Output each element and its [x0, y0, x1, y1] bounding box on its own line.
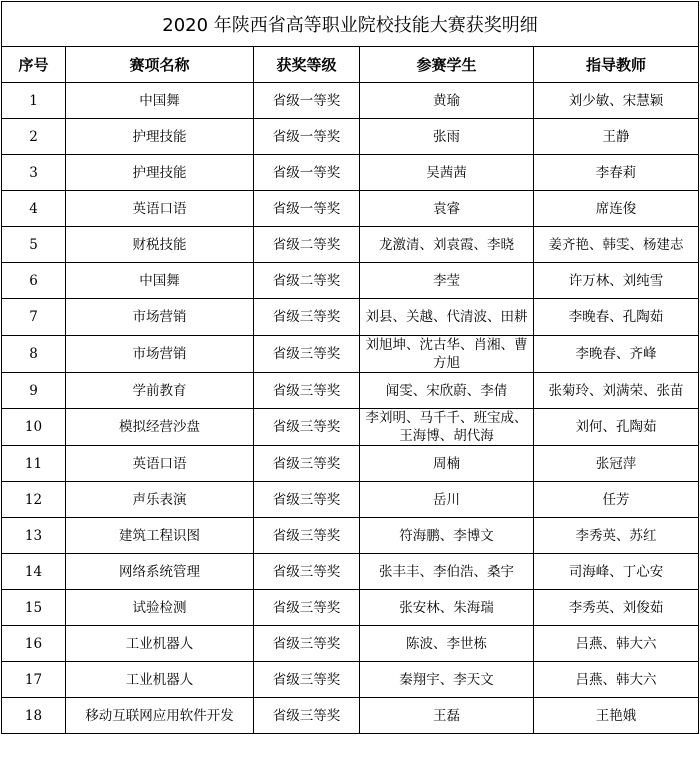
table-row	[2, 83, 699, 119]
header-index: 序号	[2, 47, 66, 83]
teachers: 张菊玲、刘满荣、张苗	[534, 373, 699, 409]
event-name: 市场营销	[66, 336, 254, 373]
row-index: 4	[2, 191, 66, 227]
teachers: 吕燕、韩大六	[534, 662, 699, 698]
row-index: 10	[2, 409, 66, 446]
award-level: 省级三等奖	[254, 446, 360, 482]
award-level: 省级二等奖	[254, 263, 360, 299]
students: 刘旭坤、沈古华、肖湘、曹方旭	[360, 336, 534, 373]
award-level: 省级三等奖	[254, 336, 360, 373]
students: 黄瑜	[360, 83, 534, 119]
teachers: 席连俊	[534, 191, 699, 227]
award-level: 省级三等奖	[254, 554, 360, 590]
row-index: 2	[2, 119, 66, 155]
row-index: 11	[2, 446, 66, 482]
event-name: 英语口语	[66, 446, 254, 482]
award-level: 省级一等奖	[254, 191, 360, 227]
event-name: 试验检测	[66, 590, 254, 626]
header-row	[2, 47, 699, 83]
students: 龙激清、刘袁霞、李晓	[360, 227, 534, 263]
teachers: 李晚春、孔陶茹	[534, 299, 699, 336]
teachers: 任芳	[534, 482, 699, 518]
students: 张丰丰、李伯浩、桑宇	[360, 554, 534, 590]
row-index: 5	[2, 227, 66, 263]
awards-table	[1, 1, 699, 734]
row-index: 12	[2, 482, 66, 518]
row-index: 16	[2, 626, 66, 662]
event-name: 财税技能	[66, 227, 254, 263]
event-name: 中国舞	[66, 83, 254, 119]
table-row	[2, 482, 699, 518]
header-teachers: 指导教师	[534, 47, 699, 83]
students: 闻雯、宋欣蔚、李倩	[360, 373, 534, 409]
event-name: 护理技能	[66, 119, 254, 155]
row-index: 9	[2, 373, 66, 409]
students: 李莹	[360, 263, 534, 299]
table-row	[2, 227, 699, 263]
award-level: 省级三等奖	[254, 409, 360, 446]
students: 张雨	[360, 119, 534, 155]
table-title: 2020 年陕西省高等职业院校技能大赛获奖明细	[2, 2, 699, 47]
teachers: 李秀英、刘俊茹	[534, 590, 699, 626]
teachers: 张冠萍	[534, 446, 699, 482]
event-name: 网络系统管理	[66, 554, 254, 590]
students: 王磊	[360, 698, 534, 734]
header-award: 获奖等级	[254, 47, 360, 83]
table-row	[2, 155, 699, 191]
awards-document	[1, 1, 698, 734]
students: 袁睿	[360, 191, 534, 227]
table-row	[2, 446, 699, 482]
award-level: 省级三等奖	[254, 299, 360, 336]
event-name: 中国舞	[66, 263, 254, 299]
students: 吴茜茜	[360, 155, 534, 191]
row-index: 18	[2, 698, 66, 734]
row-index: 17	[2, 662, 66, 698]
table-row	[2, 191, 699, 227]
award-level: 省级三等奖	[254, 698, 360, 734]
event-name: 护理技能	[66, 155, 254, 191]
header-students: 参赛学生	[360, 47, 534, 83]
award-level: 省级一等奖	[254, 155, 360, 191]
teachers: 李秀英、苏红	[534, 518, 699, 554]
event-name: 声乐表演	[66, 482, 254, 518]
students: 周楠	[360, 446, 534, 482]
row-index: 14	[2, 554, 66, 590]
teachers: 李晚春、齐峰	[534, 336, 699, 373]
teachers: 姜齐艳、韩雯、杨建志	[534, 227, 699, 263]
teachers: 吕燕、韩大六	[534, 626, 699, 662]
row-index: 6	[2, 263, 66, 299]
event-name: 市场营销	[66, 299, 254, 336]
row-index: 3	[2, 155, 66, 191]
award-level: 省级三等奖	[254, 373, 360, 409]
table-row	[2, 409, 699, 446]
teachers: 许万林、刘纯雪	[534, 263, 699, 299]
award-level: 省级三等奖	[254, 626, 360, 662]
teachers: 王静	[534, 119, 699, 155]
award-level: 省级三等奖	[254, 482, 360, 518]
award-level: 省级三等奖	[254, 662, 360, 698]
students: 岳川	[360, 482, 534, 518]
award-level: 省级二等奖	[254, 227, 360, 263]
event-name: 模拟经营沙盘	[66, 409, 254, 446]
teachers: 司海峰、丁心安	[534, 554, 699, 590]
teachers: 李春莉	[534, 155, 699, 191]
students: 张安林、朱海瑞	[360, 590, 534, 626]
table-row	[2, 626, 699, 662]
event-name: 学前教育	[66, 373, 254, 409]
table-row	[2, 373, 699, 409]
row-index: 13	[2, 518, 66, 554]
students: 刘县、关越、代清波、田耕	[360, 299, 534, 336]
event-name: 移动互联网应用软件开发	[66, 698, 254, 734]
award-level: 省级一等奖	[254, 119, 360, 155]
award-level: 省级一等奖	[254, 83, 360, 119]
table-row	[2, 299, 699, 336]
event-name: 工业机器人	[66, 626, 254, 662]
table-row	[2, 662, 699, 698]
header-event: 赛项名称	[66, 47, 254, 83]
event-name: 建筑工程识图	[66, 518, 254, 554]
row-index: 1	[2, 83, 66, 119]
table-row	[2, 263, 699, 299]
event-name: 英语口语	[66, 191, 254, 227]
table-row	[2, 698, 699, 734]
table-row	[2, 590, 699, 626]
students: 秦翔宇、李天文	[360, 662, 534, 698]
row-index: 15	[2, 590, 66, 626]
award-level: 省级三等奖	[254, 518, 360, 554]
teachers: 王艳娥	[534, 698, 699, 734]
table-row	[2, 119, 699, 155]
row-index: 8	[2, 336, 66, 373]
teachers: 刘少敏、宋慧颖	[534, 83, 699, 119]
students: 陈波、李世栋	[360, 626, 534, 662]
table-row	[2, 336, 699, 373]
students: 符海鹏、李博文	[360, 518, 534, 554]
event-name: 工业机器人	[66, 662, 254, 698]
row-index: 7	[2, 299, 66, 336]
table-row	[2, 518, 699, 554]
teachers: 刘何、孔陶茹	[534, 409, 699, 446]
table-row	[2, 554, 699, 590]
students: 李刘明、马千千、班宝成、王海博、胡代海	[360, 409, 534, 446]
award-level: 省级三等奖	[254, 590, 360, 626]
